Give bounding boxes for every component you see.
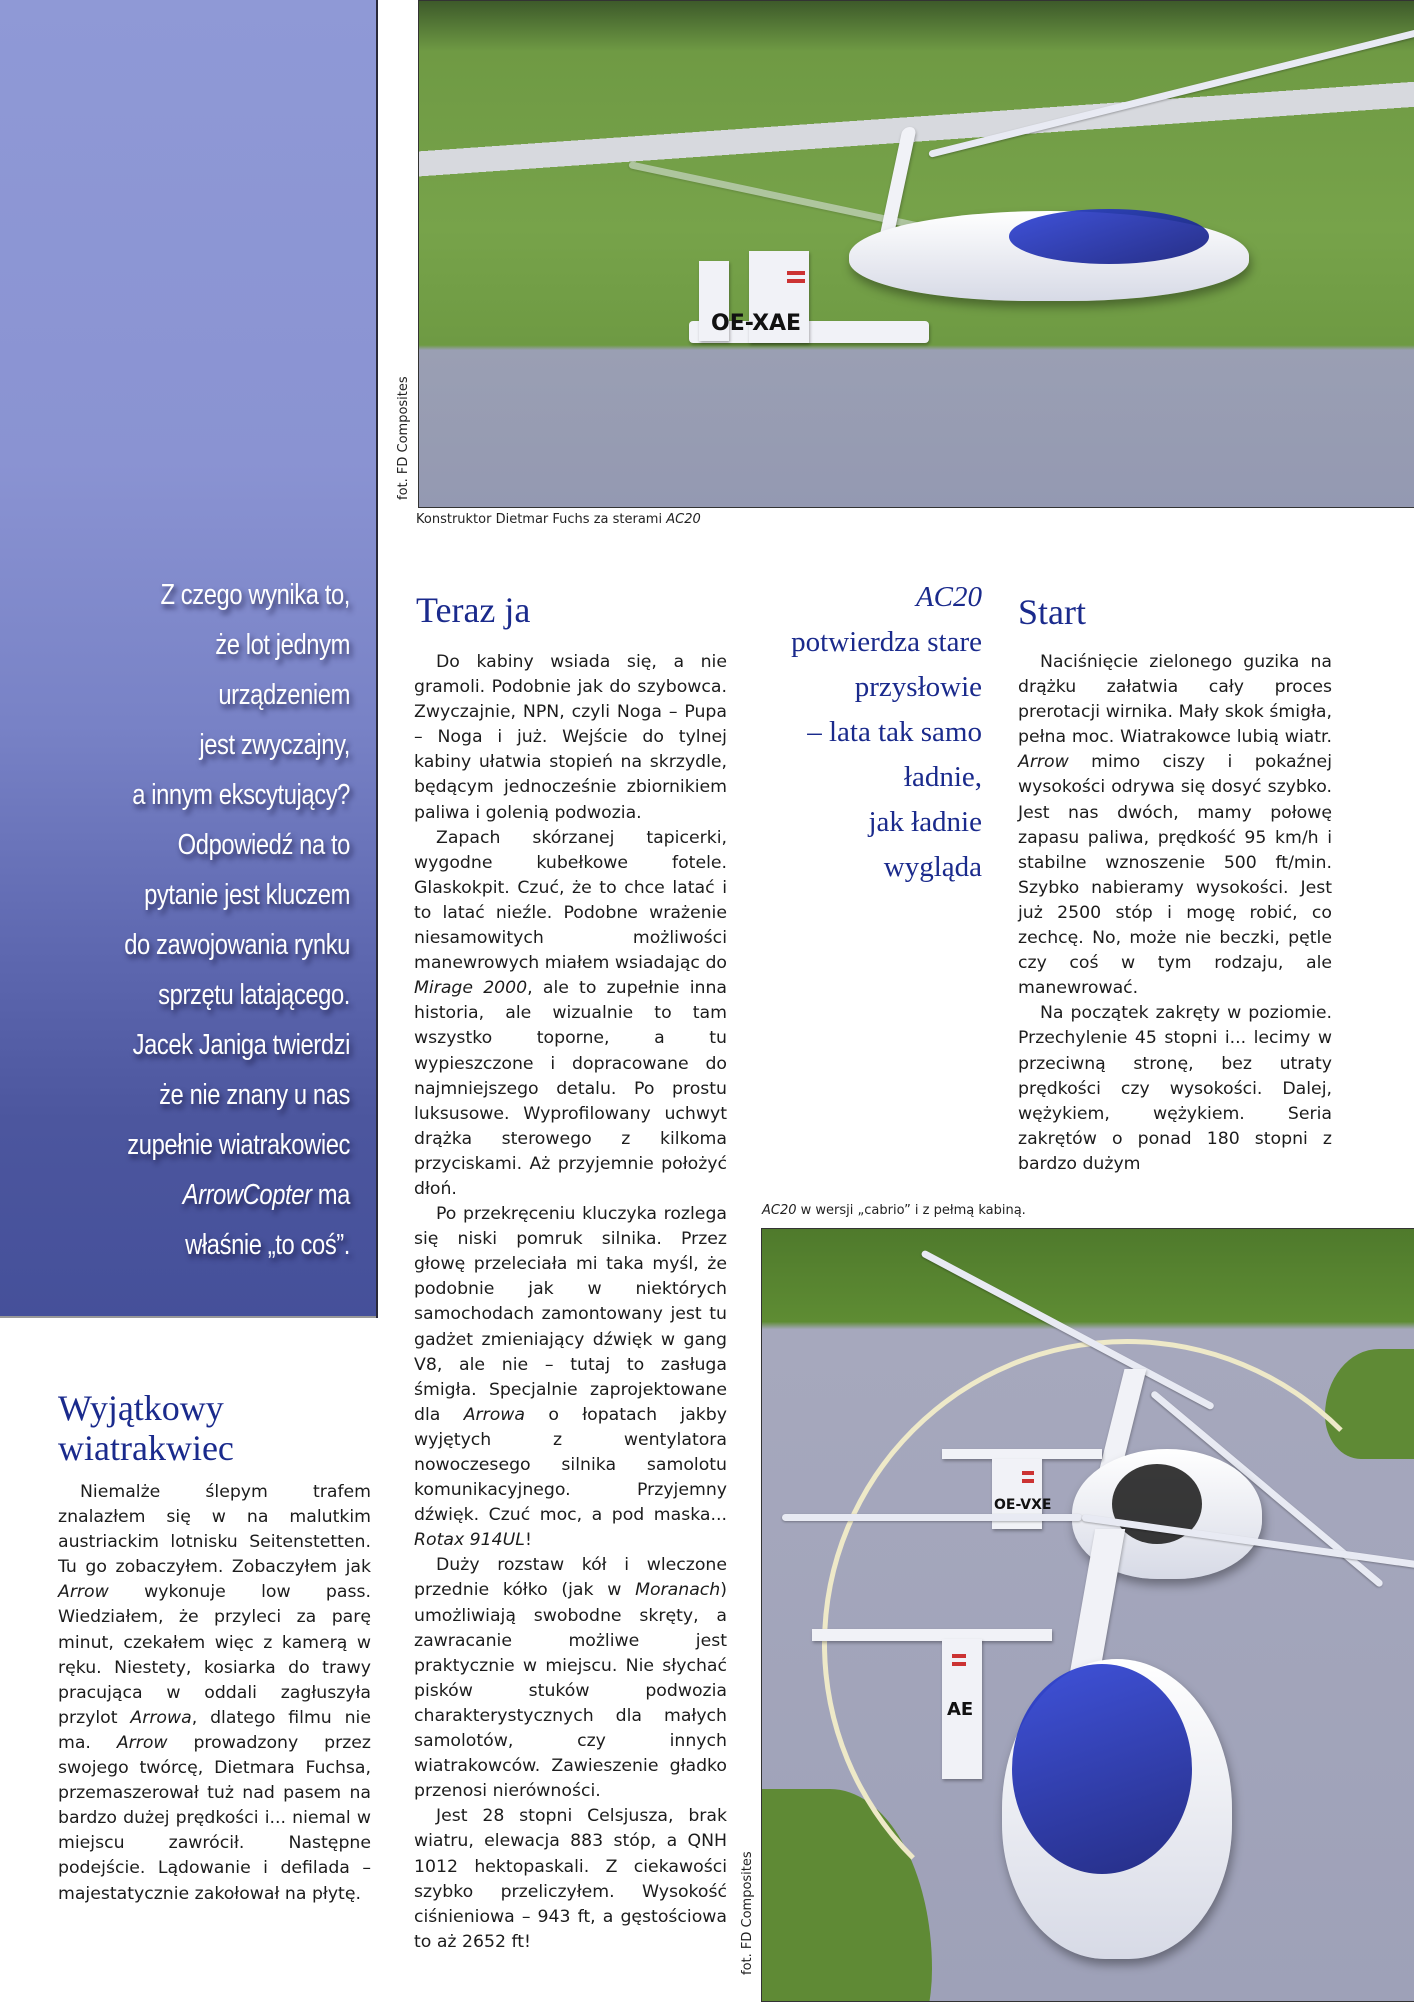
arrowcopter-name: ArrowCopter xyxy=(182,1179,312,1211)
text: mimo ciszy i pokaźnej wysokości odrywa się dosyć szybko. Jest nas dwóch, mamy połowę zapasu paliwa, prędkość 95 km/h i stabilne wznoszenie 500 ft/min. Szybko nabieramy wysokości. Jest już 2500 stóp i mogę robić, co zechcę. No, może nie beczki, pętle czy coś w tym rodzaju, ale manewrować. xyxy=(1018,752,1332,999)
text: prowadzony przez swojego twórcę, Dietmara Fuchsa, przemaszerował tuż nad pasem na bardzo dużej prędkości i... niemal w miejscu zawrócił. Następne podejście. Lądowanie i defilada – majestatycznie zakołował na płytę. xyxy=(58,1732,371,1904)
paragraph: Do kabiny wsiada się, a nie gramoli. Podobnie jak do szybowca. Zwyczajnie, NPN, czyli Noga – Pupa – Noga i już. Wejście do tylnej kabiny ułatwia stopień na skrzydle, będącym jednocześnie zbiornikiem paliwa i golenią podwozia. xyxy=(414,652,727,823)
pull-quote-line: jest zwyczajny, xyxy=(199,729,350,761)
text: Niemalże ślepym trafem znalazłem się w na malutkim austriackim lotnisku Seitenstetten. Tu go zobaczyłem. Zobaczyłem jak xyxy=(58,1482,371,1578)
pull-quote-line: że nie znany u nas xyxy=(159,1079,350,1111)
rotor-blade xyxy=(782,1514,1082,1521)
photo-two-gyrocopters xyxy=(761,1228,1414,2002)
text: , dlatego filmu nie ma. xyxy=(58,1707,371,1753)
pull-quote-ac20 xyxy=(760,575,982,890)
caption-model: AC20 xyxy=(762,1203,797,1218)
registration-marking: AE xyxy=(947,1699,974,1720)
quote-line: AC20 xyxy=(915,581,982,613)
text: Po przekręceniu kluczyka rozlega się niski pomruk silnika. Przez głowę przeleciała mi taka myśl, że podobnie jak w niektórych samochodach zamontowany jest tu gadżet zmieniający dźwięk w gang V8, ale nie – tutaj to zasługa śmigła. Specjalnie zaprojektowane dla xyxy=(414,1204,727,1425)
article-column-start xyxy=(1018,650,1332,1177)
aircraft-name: Arrow xyxy=(116,1732,168,1753)
aircraft-name: Moranach xyxy=(635,1580,721,1601)
tail-boom xyxy=(812,1629,1052,1641)
aircraft-name: Arrowa xyxy=(463,1404,526,1425)
rotor-blade xyxy=(628,161,923,230)
quote-line: – lata tak samo xyxy=(807,716,982,748)
sky-background-panel xyxy=(0,0,378,1318)
rotor-blade xyxy=(920,1249,1215,1410)
aircraft-name: Arrow xyxy=(58,1582,109,1603)
section-heading-teraz-ja: Teraz ja xyxy=(416,590,531,630)
article-column-wyjatkowy xyxy=(58,1480,371,1907)
austrian-flag-stripe xyxy=(787,279,805,283)
photo-gyrocopter-taxiing xyxy=(418,0,1414,508)
registration-marking: OE-VXE xyxy=(994,1497,1052,1513)
text: Naciśnięcie zielonego guzika na drążku załatwia cały proces prerotacji wirnika. Mały skok śmigła, pełna moc. Wiatrakowce lubią wiatr. xyxy=(1018,652,1332,748)
photo-caption xyxy=(416,512,701,527)
text: o łopatach jakby wyjętych z wentylatora nowoczesego silnika samolotu komunikacyjnego. Przyjemny dźwięk. Czuć moc, a pod maska... xyxy=(414,1404,728,1526)
heading-line: wiatrakwiec xyxy=(58,1428,234,1468)
photo-caption xyxy=(762,1203,1026,1218)
quote-line: potwierdza stare xyxy=(791,626,982,658)
text: Zapach skórzanej tapicerki, wygodne kubełkowe fotele. Glaskokpit. Czuć, że to chce latać i to latać nieźle. Podobne wrażenie niesamowitych możliwości manewrowych miałem wsiadając do xyxy=(414,827,727,974)
paragraph: Na początek zakręty w poziomie. Przechylenie 45 stopni i... lecimy w przeciwną stronę, bez utraty prędkości czy wysokości. Dalej, wężykiem, wężykiem. Seria zakrętów o ponad 180 stopni z bardzo dużym xyxy=(1018,1003,1332,1174)
text: ! xyxy=(524,1530,532,1551)
pull-quote-text: ma xyxy=(311,1179,350,1211)
photo-credit: fot. FD Composites xyxy=(396,376,411,500)
pull-quote-line: sprzętu latającego. xyxy=(158,979,350,1011)
pull-quote-line: a innym ekscytujący? xyxy=(132,779,350,811)
pull-quote-line: Z czego wynika to, xyxy=(160,579,350,611)
photo-credit: fot. FD Composites xyxy=(740,1851,755,1975)
canopy xyxy=(1012,1664,1192,1874)
engine-name: Rotax 914UL xyxy=(414,1530,525,1551)
text: ) umożliwiają swobodne skręty, a zawracanie możliwe jest praktycznie w miejscu. Nie słychać pisków stuków podwozia charakterystycznych dla małych samolotów, czy innych wiatrakowców. Zawieszenie gładko przenosi nierówności. xyxy=(414,1580,727,1802)
pull-quote xyxy=(71,570,350,1270)
caption-text: Konstruktor Dietmar Fuchs za sterami xyxy=(416,512,667,527)
pull-quote-line: do zawojowania rynku xyxy=(124,929,350,961)
canopy xyxy=(1009,209,1209,264)
section-heading-wyjatkowy xyxy=(58,1388,234,1468)
caption-text: w wersji „cabrio” i z pełmą kabiną. xyxy=(796,1203,1026,1218)
text: Duży rozstaw kół i wleczone przednie kółko (jak w xyxy=(414,1555,727,1601)
article-column-teraz-ja xyxy=(414,650,727,1955)
registration-marking: OE-XAE xyxy=(711,311,802,336)
heading-line: Wyjątkowy xyxy=(58,1388,224,1428)
rotor-blade xyxy=(1082,1514,1414,1571)
pull-quote-line: Jacek Janiga twierdzi xyxy=(132,1029,350,1061)
text: , ale to zupełnie inna historia, ale wizualnie to tam wszystko toporne, a tu wypieszczone i dopracowane do najmniejszego detalu. Po prostu luksusowe. Wyprofilowany uchwyt drążka sterowego z kilkoma przyciskami. Aż przyjemnie położyć dłoń. xyxy=(414,978,727,1199)
pull-quote-line: Odpowiedź na to xyxy=(177,829,350,861)
aircraft-name: Arrow xyxy=(1018,752,1069,773)
aircraft-name: Mirage 2000 xyxy=(414,978,528,999)
gyrocopter-illustration xyxy=(689,121,1389,461)
paragraph xyxy=(414,1553,727,1804)
pull-quote-line: właśnie „to coś”. xyxy=(185,1229,350,1261)
quote-line: ładnie, xyxy=(903,761,982,793)
austrian-flag-stripe xyxy=(1022,1479,1034,1483)
pull-quote-line: pytanie jest kluczem xyxy=(144,879,350,911)
text: wykonuje low pass. Wiedziałem, że przyleci za parę minut, czekałem więc z kamerą w ręku. Niestety, kosiarka do trawy pracująca w oddali zagłuszyła przylot xyxy=(58,1582,371,1728)
tail-boom xyxy=(942,1449,1102,1459)
paragraph xyxy=(414,826,727,1202)
paragraph xyxy=(1018,650,1332,1001)
austrian-flag-stripe xyxy=(952,1662,966,1666)
section-heading-start: Start xyxy=(1018,592,1086,632)
quote-line: przysłowie xyxy=(854,671,982,703)
rotor-mast xyxy=(1069,1529,1125,1679)
pull-quote-line: zupełnie wiatrakowiec xyxy=(127,1129,350,1161)
pull-quote-line: że lot jednym xyxy=(215,629,350,661)
austrian-flag-stripe xyxy=(1022,1471,1034,1475)
austrian-flag-stripe xyxy=(787,271,805,275)
paragraph xyxy=(58,1480,371,1907)
paragraph: Jest 28 stopni Celsjusza, brak wiatru, elewacja 883 stóp, a QNH 1012 hektopaskali. Z ciekawości szybko przeliczyłem. Wysokość ciśnieniowa – 943 ft, a gęstościowa to aż 2652 ft! xyxy=(414,1806,727,1952)
austrian-flag-stripe xyxy=(952,1654,966,1658)
aircraft-name: Arrowa xyxy=(130,1707,192,1728)
rotor-blade xyxy=(928,25,1414,158)
quote-line: jak ładnie xyxy=(868,806,982,838)
paragraph xyxy=(414,1202,727,1553)
gyrocopter-front xyxy=(782,1489,1414,2002)
quote-line: wygląda xyxy=(883,851,982,883)
pull-quote-line xyxy=(71,1170,350,1220)
pull-quote-line: urządzeniem xyxy=(218,679,350,711)
caption-model: AC20 xyxy=(666,512,701,527)
